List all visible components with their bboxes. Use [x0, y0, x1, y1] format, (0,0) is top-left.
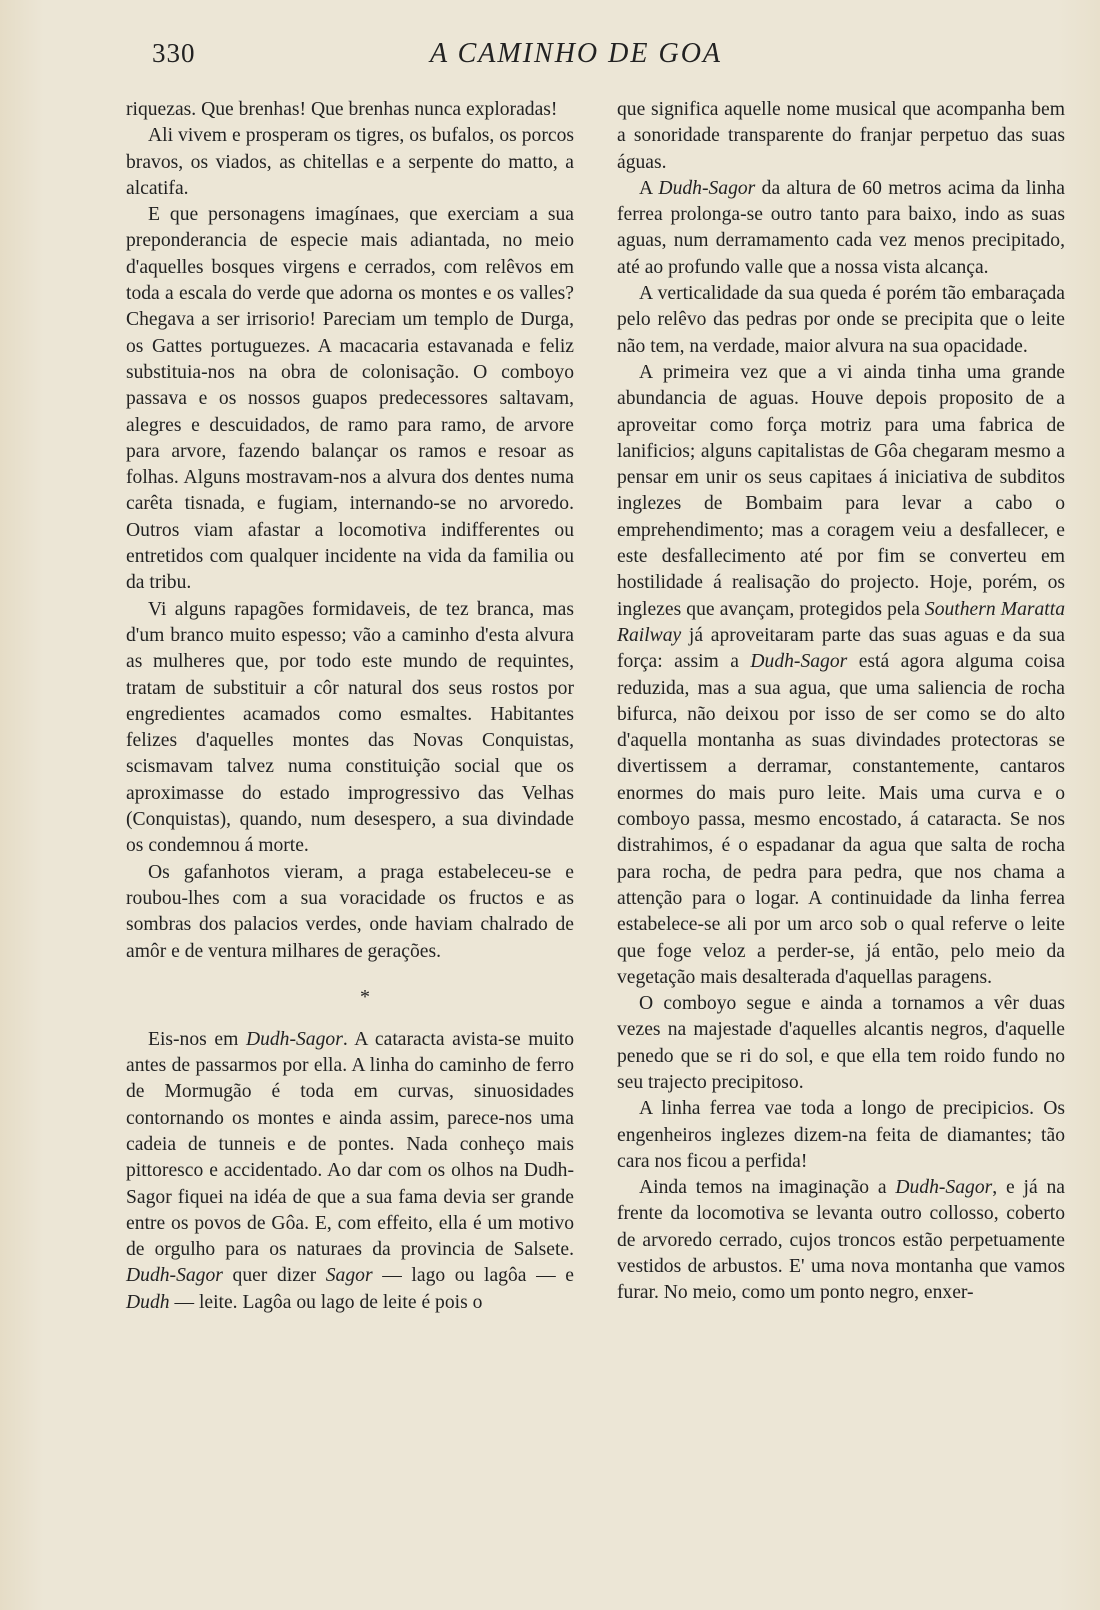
text-run: da altura de 60 metros acima da linha ferrea prolonga-se outro tanto para baixo, indo as suas aguas, num derramamento cada vez menos precipitado, até ao profundo valle que a nossa vista alcança. [617, 177, 1065, 278]
term: Dudh [126, 1291, 170, 1313]
place-name: Dudh-Sagor [658, 177, 756, 199]
text-run: está agora alguma coisa reduzida, mas a sua agua, que uma saliencia de rocha bifurca, não deixou por isso de ser como se do alto d'aquella montanha as suas divindades protectoras se divertissem a derramar, constantemente, cantaros enormes do mais puro leite. Mais uma curva e o comboyo passa, mesmo encostado, á cataracta. Se nos distrahimos, é o espadanar da agua que salta de rocha para rocha, de pedra para pedra, que nos chama a attenção para o logar. A continuidade da linha ferrea estabelece-se ali por um arco sob o qual referve o leite que foge veloz a perder-se, já então, pelo meio da vegetação mais desalterada d'aquellas paragens. [617, 651, 1065, 988]
railway-name: Southern Maratta Railway [617, 598, 1065, 646]
paragraph: E que personagens imagínaes, que exerciam a sua preponderancia de especie mais adiantada, no meio d'aquelles bosques virgens e cerrados, com relêvos em toda a escala do verde que adorna os montes e os valles? Chegava a ser irrisorio! Pareciam um templo de Durga, os Gattes portuguezes. A macacaria estavanada e feliz substituia-nos na obra de colonisação. O comboyo passava e os nossos guapos predecessores saltavam, alegres e descuidados, de ramo para ramo, de arvore para arvore, fazendo balançar os ramos e resoar as folhas. Alguns mostravam-nos a alvura dos dentes numa carêta tisnada, e fugiam, internando-se no arvoredo. Outros viam afastar a locomotiva indifferentes ou entretidos com qualquer incidente na vida da familia ou da tribu. [126, 204, 574, 594]
paragraph [126, 1027, 574, 1316]
text-run: . A cataracta avista-se muito antes de passarmos por ella. A linha do caminho de ferro de Mormugão é toda em curvas, sinuosidades contornando os montes e ainda assim, parece-nos uma cadeia de tunneis e de pontes. Nada conheço mais pittoresco e accidentado. Ao dar com os olhos na Dudh-Sagor fiquei na idéa de que a sua fama devia ser grande entre os povos de Gôa. E, com effeito, ella é um motivo de orgulho para os naturaes da provincia de Salsete. [126, 1028, 575, 1261]
text-run: A primeira vez que a vi ainda tinha uma grande abundancia de aguas. Houve depois proposito de a aproveitar como força motriz para uma fabrica de lanificios; alguns capitalistas de Gôa chegaram mesmo a pensar em unir os seus capitaes á iniciativa de subditos inglezes de Bombaim para levar a cabo o emprehendimento; mas a coragem veiu a desfallecer, e este desfallecimento até por fim se converteu em hostilidade á realisação do projecto. Hoje, porém, os inglezes que avançam, protegidos pela [617, 361, 1065, 620]
text-run: quer dizer [222, 1265, 326, 1287]
left-column [126, 97, 574, 1316]
text-run: — leite. Lagôa ou lago de leite é pois o [169, 1291, 483, 1313]
text-run: Ainda temos na imaginação a [639, 1177, 896, 1199]
paragraph [617, 176, 1065, 281]
paragraph: A linha ferrea vae toda a longo de precipicios. Os engenheiros inglezes dizem-na feita de diamantes; tão cara nos ficou a perfida! [617, 1098, 1065, 1172]
text-run: já aproveitaram parte das suas aguas e da sua força: assim a [617, 624, 1065, 673]
page-number: 330 [152, 38, 196, 68]
paragraph: Vi alguns rapagões formidaveis, de tez branca, mas d'um branco muito espesso; vão a caminho d'esta alvura as mulheres que, por todo este mundo de requintes, tratam de substituir a côr natural dos seus rostos por engredientes acamados como esmaltes. Habitantes felizes d'aquelles montes das Novas Conquistas, scismavam talvez numa constituição social que os aproximasse do estado improgressivo das Velhas (Conquistas), quando, num desespero, a sua divindade os condemnou á morte. [126, 598, 574, 857]
text-run: A [639, 177, 659, 199]
paragraph [617, 360, 1065, 991]
text-run: Eis-nos em [148, 1028, 246, 1050]
text-run: , e já na frente da locomotiva se levanta outro collosso, coberto de arvoredo cerrado, cujos troncos estão perpetuamente vestidos de arbustos. E' uma nova montanha que vamos furar. No meio, como um ponto negro, enxer- [617, 1177, 1065, 1304]
paragraph: Ali vivem e prosperam os tigres, os bufalos, os porcos bravos, os viados, as chitellas e a serpente do matto, a alcatifa. [126, 125, 574, 199]
paragraph: Os gafanhotos vieram, a praga estabeleceu-se e roubou-lhes com a sua voracidade os fructos e as sombras dos palacios verdes, onde haviam chalrado de amôr e de ventura milhares de gerações. [126, 861, 574, 962]
running-title: A CAMINHO DE GOA [430, 38, 723, 69]
place-name: Dudh-Sagor [126, 1265, 223, 1287]
right-column [617, 97, 1065, 1307]
paragraph: O comboyo segue e ainda a tornamos a vêr duas vezes na majestade d'aquelles alcantis negros, d'aquelle penedo que se ri do sol, e que ella tem roido fundo no seu trajecto precipitoso. [617, 993, 1065, 1093]
place-name: Dudh-Sagor [245, 1028, 343, 1050]
place-name: Dudh-Sagor [750, 651, 848, 673]
page-header [0, 38, 1100, 78]
paragraph: A verticalidade da sua queda é porém tão embaraçada pelo relêvo das pedras por onde se precipita que o leite não tem, na verdade, maior alvura na sua opacidade. [617, 283, 1065, 357]
paragraph: riquezas. Que brenhas! Que brenhas nunca exploradas! [126, 99, 558, 120]
text-run: — lago ou lagôa — e [372, 1265, 574, 1287]
paragraph [617, 1175, 1065, 1306]
section-break-asterism: * [360, 985, 370, 1008]
term: Sagor [325, 1265, 373, 1287]
place-name: Dudh-Sagor [895, 1177, 993, 1199]
paragraph: que significa aquelle nome musical que acompanha bem a sonoridade transparente do franjar perpetuo das suas águas. [617, 99, 1065, 173]
